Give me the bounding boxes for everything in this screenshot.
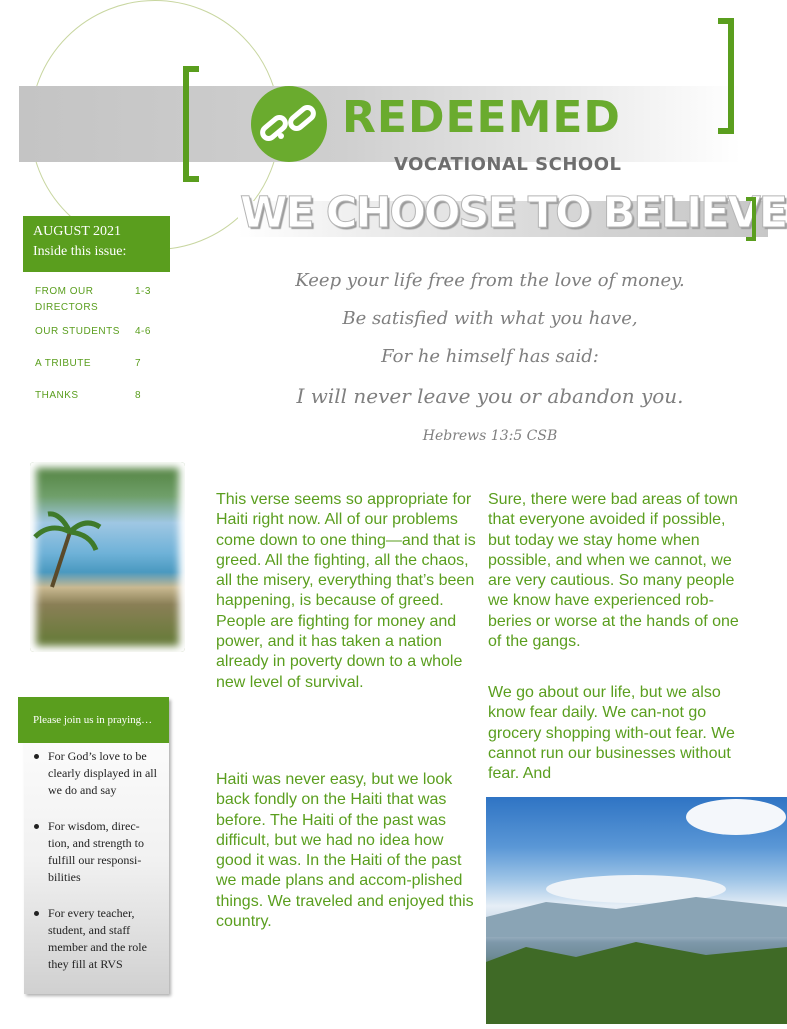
toc-item[interactable]	[35, 388, 141, 404]
toc-item[interactable]	[35, 356, 141, 372]
toc-pages: 7	[135, 358, 142, 369]
verse-reference: Hebrews 13:5 CSB	[422, 428, 558, 444]
toc-label: OUR STUDENTS	[35, 326, 120, 337]
toc-pages: 4-6	[135, 326, 151, 337]
article-paragraph: Sure, there were bad areas of town that everyone avoided if possible, but today we stay home when possible, and when we cannot, we are very cautious. So many people we know have experienced rob-beries or worse at the hands of one of the gangs.	[488, 491, 739, 651]
toc-pages: 1-3	[135, 286, 151, 297]
logo-icon	[251, 86, 327, 162]
toc-label: A TRIBUTE	[35, 358, 91, 369]
verse-line: Be satisfied with what you have,	[342, 308, 638, 329]
inside-label: Inside this issue:	[33, 244, 127, 259]
prayer-header: Please join us in praying…	[18, 697, 169, 743]
toc-item[interactable]	[35, 284, 151, 316]
prayer-item: For God’s love to be clearly displayed in all we do and say	[34, 748, 160, 799]
article-paragraph: We go about our life, but we also know fear daily. We can-not go grocery shopping with-out fear. We cannot run our businesses without fear. And	[488, 684, 735, 783]
logo-title: REDEEMED	[342, 92, 621, 143]
broken-chain-icon	[251, 86, 327, 162]
verse-line: For he himself has said:	[381, 346, 599, 367]
article-paragraph: This verse seems so appropriate for Haiti right now. All of our problems come down to one thing—and that is greed. All the fighting, all the chaos, all the misery, everything that’s been happening, is because of greed. People are fighting for money and power, and it has taken a nation already in poverty down to a whole new level of survival.	[216, 491, 476, 691]
prayer-item: For every teacher, student, and staff member and the role they fill at RVS	[34, 905, 160, 973]
verse-line: I will never leave you or abandon you.	[296, 384, 684, 408]
headline: WE CHOOSE TO BELIEVE	[240, 188, 787, 238]
verse-line: Keep your life free from the love of money.	[295, 270, 685, 291]
mountain-photo	[486, 797, 787, 1024]
mountain-landscape-icon	[486, 797, 787, 1024]
article-paragraph: Haiti was never easy, but we look back fondly on the Haiti that was before. The Haiti of the past was difficult, but we had no idea how good it was. In the Haiti of the past we made plans and accom-plished things. We traveled and enjoyed this country.	[216, 771, 474, 931]
prayer-item: For wisdom, direc-tion, and strength to fulfill our responsi-bilities	[34, 818, 160, 886]
logo-subtitle: VOCATIONAL SCHOOL	[394, 154, 622, 175]
toc-label: THANKS	[35, 390, 79, 401]
issue-box	[23, 216, 170, 272]
bracket-right	[718, 18, 734, 134]
toc-label: FROM OUR DIRECTORS	[35, 286, 99, 313]
palm-tree-icon	[30, 462, 185, 652]
beach-photo	[30, 462, 185, 652]
headline-bracket	[746, 197, 756, 241]
issue-date: AUGUST 2021	[33, 224, 122, 239]
toc-item[interactable]	[35, 324, 151, 340]
toc-pages: 8	[135, 390, 142, 401]
bracket-left	[183, 66, 199, 182]
